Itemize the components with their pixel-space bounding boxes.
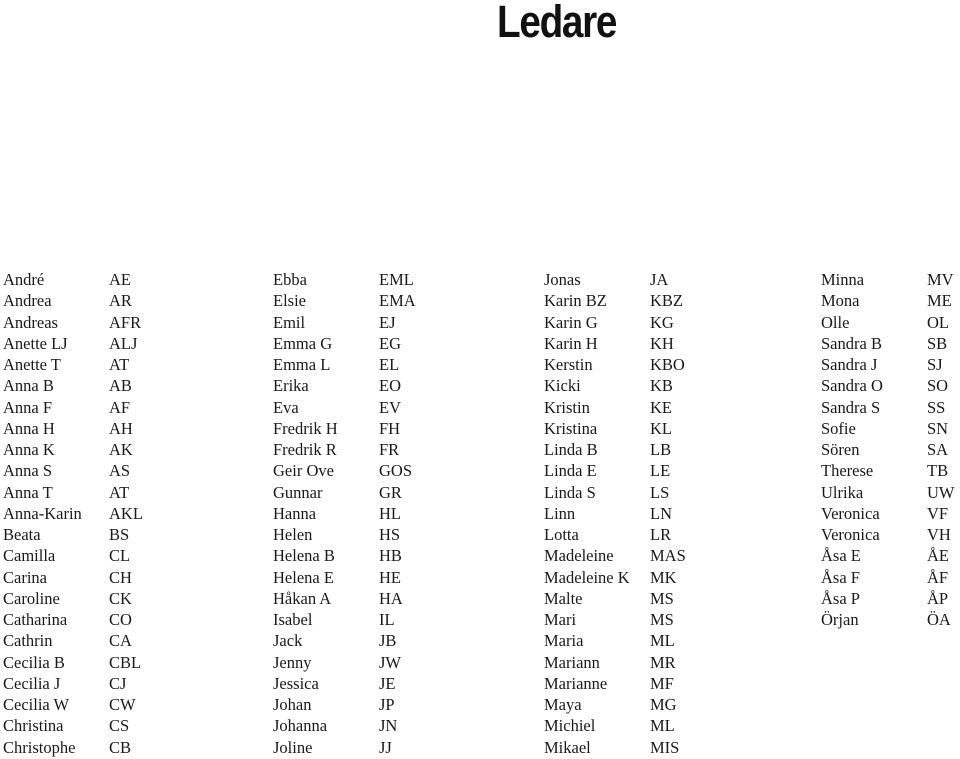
leader-code: GR — [379, 482, 402, 502]
leader-code: LS — [650, 482, 670, 502]
leader-code: AE — [109, 270, 131, 289]
leader-code: SJ — [927, 355, 943, 374]
leader-name: Fredrik H — [273, 418, 338, 438]
leader-code: HE — [379, 567, 401, 587]
leader-name: Christophe — [3, 737, 76, 757]
leader-code: AF — [109, 397, 131, 417]
leader-code: ÅE — [927, 546, 949, 566]
leader-name: Hanna — [273, 503, 317, 523]
leader-name: Anette LJ — [3, 333, 68, 353]
leader-code: AS — [109, 461, 131, 481]
leader-code: EJ — [379, 312, 396, 332]
leader-code: IL — [379, 610, 395, 629]
leader-name: Geir Ove — [273, 461, 334, 481]
leader-name: Lotta — [544, 525, 579, 544]
leader-code: CK — [109, 588, 132, 608]
leader-code: JJ — [379, 737, 392, 757]
leader-name: Maria — [544, 631, 584, 651]
leader-name: Michiel — [544, 716, 596, 736]
leader-code: VF — [927, 503, 949, 523]
leader-code: HB — [379, 546, 402, 566]
leader-code: KE — [650, 397, 672, 417]
leader-name: Cecilia J — [3, 673, 61, 693]
leader-code: SS — [927, 397, 946, 417]
leader-code: OL — [927, 312, 949, 332]
leader-code: MK — [650, 567, 677, 587]
leader-name: Anna K — [3, 440, 55, 459]
leader-code: EG — [379, 333, 401, 353]
leader-name: Ebba — [273, 270, 307, 289]
leader-code: CJ — [109, 673, 127, 693]
leader-name: Emil — [273, 312, 306, 332]
leader-name: Andrea — [3, 291, 52, 311]
leader-code: FR — [379, 440, 400, 459]
leader-code: SB — [927, 333, 948, 353]
leader-code: KG — [650, 312, 674, 332]
leader-code: AR — [109, 291, 132, 311]
leader-name: Cecilia W — [3, 695, 70, 714]
leader-name: Veronica — [821, 525, 880, 544]
leader-code: CB — [109, 737, 132, 757]
leader-code: ME — [927, 291, 952, 311]
leader-code: ML — [650, 716, 675, 736]
leader-code: KL — [650, 418, 672, 438]
leader-code: GOS — [379, 461, 413, 481]
leader-name: Catharina — [3, 610, 68, 629]
leader-code: LN — [650, 503, 672, 523]
leader-name: Mari — [544, 610, 577, 629]
leader-code: BS — [109, 525, 130, 544]
page-title: Ledare — [497, 0, 617, 47]
leader-code: MG — [650, 695, 677, 714]
leader-name: Fredrik R — [273, 440, 337, 459]
leader-name: Anna H — [3, 418, 55, 438]
leader-name: Håkan A — [273, 588, 332, 608]
leader-code: JW — [379, 652, 401, 672]
leader-name: Cathrin — [3, 631, 53, 651]
leader-name: Anna B — [3, 376, 54, 396]
leader-code: CS — [109, 716, 130, 736]
leader-code: JE — [379, 673, 396, 693]
leader-name: Linda E — [544, 461, 597, 481]
leader-code: JB — [379, 631, 397, 651]
leader-name: Jenny — [273, 652, 312, 672]
leader-name: Helena B — [273, 546, 335, 566]
leader-code: CW — [109, 695, 136, 714]
leader-name: Johanna — [273, 716, 328, 736]
leader-name: Camilla — [3, 546, 56, 566]
leader-code: EML — [379, 270, 414, 289]
leader-code: AH — [109, 418, 133, 438]
leader-code: JA — [650, 270, 669, 289]
leader-name: Sofie — [821, 418, 856, 438]
leader-name: Mona — [821, 291, 860, 311]
leader-name: Gunnar — [273, 482, 323, 502]
leader-name: Mikael — [544, 737, 591, 757]
leader-code: KB — [650, 376, 673, 396]
leader-name: Emma L — [273, 355, 331, 374]
leader-name: Örjan — [821, 610, 859, 629]
leader-name: Linda S — [544, 482, 596, 502]
leader-code: UW — [927, 482, 955, 502]
leader-name: Isabel — [273, 610, 313, 629]
leader-name: Malte — [544, 588, 583, 608]
leader-name: Beata — [3, 525, 41, 544]
leader-name: Kerstin — [544, 355, 593, 374]
leader-name: Veronica — [821, 503, 880, 523]
leader-code: LE — [650, 461, 671, 481]
leader-name: Sandra B — [821, 333, 882, 353]
leader-code: KBZ — [650, 291, 683, 311]
leader-code: EL — [379, 355, 400, 374]
leader-code: CH — [109, 567, 132, 587]
leader-name: Åsa P — [821, 588, 860, 608]
leader-name: Sandra S — [821, 397, 881, 417]
leader-name: Eva — [273, 397, 299, 417]
leader-code: CL — [109, 546, 131, 566]
leader-code: HA — [379, 588, 403, 608]
leader-name: Kristin — [544, 397, 590, 417]
leader-code: AT — [109, 482, 130, 502]
leader-name: Anna S — [3, 461, 53, 481]
leader-name: Andreas — [3, 312, 58, 332]
leader-name: Kicki — [544, 376, 581, 396]
leader-name: Anna-Karin — [3, 503, 82, 523]
leader-name: Åsa E — [821, 546, 861, 566]
leader-name: Sandra O — [821, 376, 883, 396]
leader-name: Mariann — [544, 652, 600, 672]
leader-name: Anna F — [3, 397, 53, 417]
leader-code: KH — [650, 333, 674, 353]
leader-name: Joline — [273, 737, 313, 757]
leader-code: ÅF — [927, 567, 949, 587]
leader-code: EV — [379, 397, 401, 417]
leader-name: Jonas — [544, 270, 581, 289]
leader-name: Madeleine — [544, 546, 614, 566]
leader-name: Karin G — [544, 312, 598, 332]
leader-code: MIS — [650, 737, 680, 757]
leader-code: TB — [927, 461, 949, 481]
leader-code: ML — [650, 631, 675, 651]
leader-code: CBL — [109, 652, 142, 672]
leader-code: AB — [109, 376, 132, 396]
leader-code: CA — [109, 631, 132, 651]
leader-code: CO — [109, 610, 132, 629]
leader-code: MF — [650, 673, 674, 693]
leader-code: AK — [109, 440, 133, 459]
leader-code: MV — [927, 270, 954, 289]
leader-name: Elsie — [273, 291, 306, 311]
leader-code: HS — [379, 525, 401, 544]
leader-name: Erika — [273, 376, 309, 396]
leader-code: HL — [379, 503, 401, 523]
leader-name: Jack — [273, 631, 303, 651]
leader-name: Kristina — [544, 418, 598, 438]
leader-name: Minna — [821, 270, 865, 289]
leader-code: KBO — [650, 355, 685, 374]
leader-code: ALJ — [109, 333, 138, 353]
leader-name: Anna T — [3, 482, 53, 502]
leader-name: Caroline — [3, 588, 60, 608]
leader-code: EO — [379, 376, 401, 396]
leader-name: Johan — [273, 695, 312, 714]
leader-code: EMA — [379, 291, 416, 311]
leader-name: Olle — [821, 312, 850, 332]
leader-name: Maya — [544, 695, 582, 714]
leader-code: LB — [650, 440, 672, 459]
leader-code: MAS — [650, 546, 686, 566]
leader-name: Marianne — [544, 673, 608, 693]
leader-code: ÅP — [927, 588, 949, 608]
leader-code: FH — [379, 418, 401, 438]
leader-name: Christina — [3, 716, 64, 736]
leader-name: Helena E — [273, 567, 334, 587]
leader-name: Carina — [3, 567, 47, 587]
leader-name: Linn — [544, 503, 576, 523]
leader-name: Sören — [821, 440, 860, 459]
leader-name: Anette T — [3, 355, 61, 374]
leader-name: Åsa F — [821, 567, 860, 587]
leader-code: ÖA — [927, 610, 951, 629]
leader-name: Karin H — [544, 333, 598, 353]
leader-name: Helen — [273, 525, 313, 544]
leader-name: Cecilia B — [3, 652, 65, 672]
leader-name: André — [3, 270, 45, 289]
leader-name: Madeleine K — [544, 567, 630, 587]
leader-code: AT — [109, 355, 130, 374]
leader-code: SA — [927, 440, 949, 459]
leader-name: Emma G — [273, 333, 333, 353]
leader-name: Ulrika — [821, 482, 864, 502]
leader-name: Therese — [821, 461, 874, 481]
leader-code: LR — [650, 525, 672, 544]
leader-code: SO — [927, 376, 949, 396]
leader-code: MS — [650, 610, 674, 629]
leader-code: JN — [379, 716, 398, 736]
leader-code: JP — [379, 695, 395, 714]
leader-name: Jessica — [273, 673, 319, 693]
leader-name: Karin BZ — [544, 291, 607, 311]
leader-name: Linda B — [544, 440, 598, 459]
leader-code: MR — [650, 652, 676, 672]
leader-code: SN — [927, 418, 949, 438]
leader-name: Sandra J — [821, 355, 878, 374]
leader-code: AFR — [109, 312, 142, 332]
leader-code: AKL — [109, 503, 143, 523]
leader-code: MS — [650, 588, 674, 608]
leader-code: VH — [927, 525, 951, 544]
